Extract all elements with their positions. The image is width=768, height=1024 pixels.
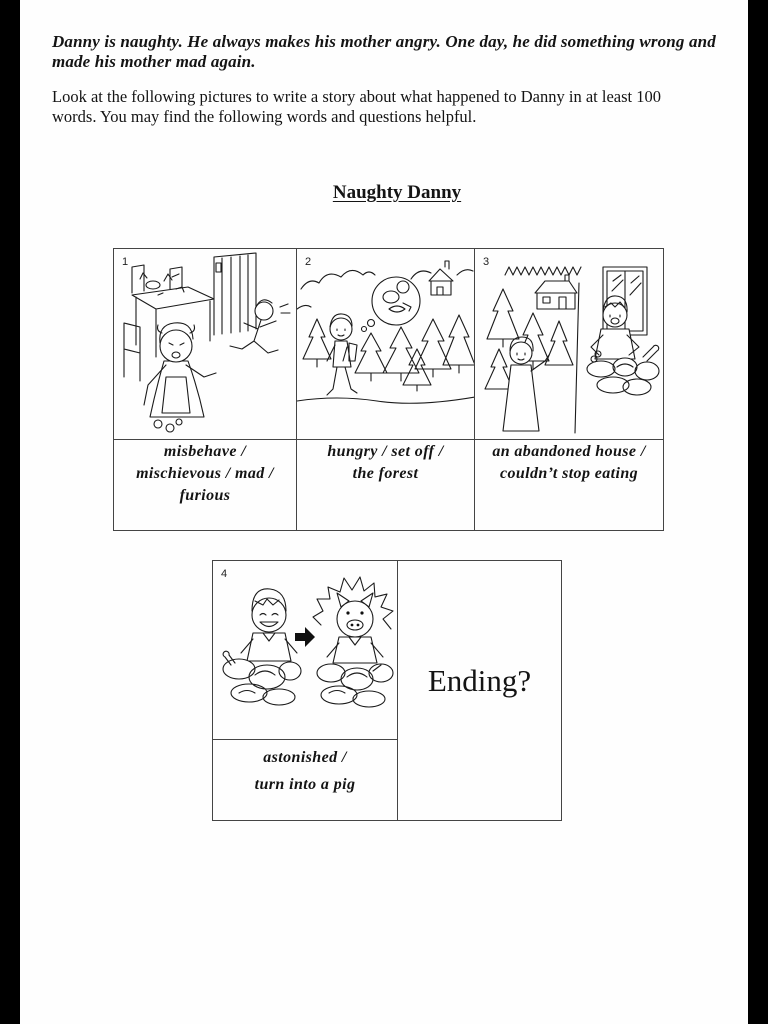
forest-edge xyxy=(575,283,579,433)
pig-body xyxy=(333,637,377,663)
arrow-icon xyxy=(295,627,315,647)
story-intro xyxy=(52,32,716,72)
panel-3-caption xyxy=(475,440,663,530)
instructions xyxy=(52,87,661,127)
panel-1-picture xyxy=(114,249,297,440)
panel-number: 4 xyxy=(221,568,228,580)
instruction-line: words. You may find the following words and questions helpful. xyxy=(52,107,477,126)
food-pile-left xyxy=(223,659,301,705)
panel-3-illustration xyxy=(475,249,663,440)
chair xyxy=(124,323,140,381)
intro-line: Danny is naughty. He always makes his mother angry. One day, he did something wrong and xyxy=(52,32,716,51)
panel-4-caption xyxy=(213,740,398,820)
abandoned-house xyxy=(535,275,577,309)
watching-kid-head xyxy=(510,342,532,364)
panel-number: 2 xyxy=(305,256,312,268)
thought-dot xyxy=(362,327,367,332)
panel-3-picture xyxy=(475,249,663,440)
picture-table-1 xyxy=(113,248,664,531)
walking-boy-head xyxy=(330,318,352,340)
panel-2-caption xyxy=(297,440,475,530)
mother-head xyxy=(160,330,192,362)
panel-number: 3 xyxy=(483,256,490,268)
caption-line: mischievous / mad / xyxy=(136,465,274,482)
panel-1-illustration xyxy=(114,249,297,440)
caption-line: an abandoned house / xyxy=(492,443,646,460)
pig-head xyxy=(337,601,373,637)
caption-line: astonished / xyxy=(263,749,347,766)
ending-prompt: Ending? xyxy=(427,662,532,698)
caption-line: furious xyxy=(179,487,231,504)
picture-table-2 xyxy=(212,560,562,821)
broken-dishes xyxy=(140,273,184,295)
panel-4-picture xyxy=(213,561,398,740)
panel-2-illustration xyxy=(297,249,475,440)
instruction-line: Look at the following pictures to write a story about what happened to Danny in at least 100 xyxy=(52,87,661,106)
cabinet-door xyxy=(214,253,256,335)
pine-trees xyxy=(303,315,475,391)
pig-snout xyxy=(347,620,363,630)
caption-line: turn into a pig xyxy=(254,776,356,793)
caption-line: couldn’t stop eating xyxy=(499,465,639,482)
flowers xyxy=(154,419,182,432)
intro-line: made his mother mad again. xyxy=(52,52,256,71)
food-pile-right xyxy=(317,664,393,707)
treeline-zigzag xyxy=(505,267,581,275)
caption-line: the forest xyxy=(352,465,419,482)
panel-4-illustration xyxy=(213,561,397,739)
caption-line: hungry / set off / xyxy=(327,443,444,460)
caption-line: misbehave / xyxy=(163,443,247,460)
ground xyxy=(297,397,475,403)
panel-2-picture xyxy=(297,249,475,440)
distant-house xyxy=(429,261,453,295)
thought-dot xyxy=(368,320,375,327)
food-pile xyxy=(587,358,659,395)
thought-bubble xyxy=(372,277,420,325)
panel-1-caption xyxy=(114,440,297,530)
watching-kid-body xyxy=(503,365,539,431)
story-title: Naughty Danny xyxy=(332,182,462,203)
mother-dress xyxy=(150,361,204,417)
worksheet-page xyxy=(20,0,748,1024)
smiling-boy-shirt xyxy=(247,633,291,661)
panel-number: 1 xyxy=(122,256,129,268)
